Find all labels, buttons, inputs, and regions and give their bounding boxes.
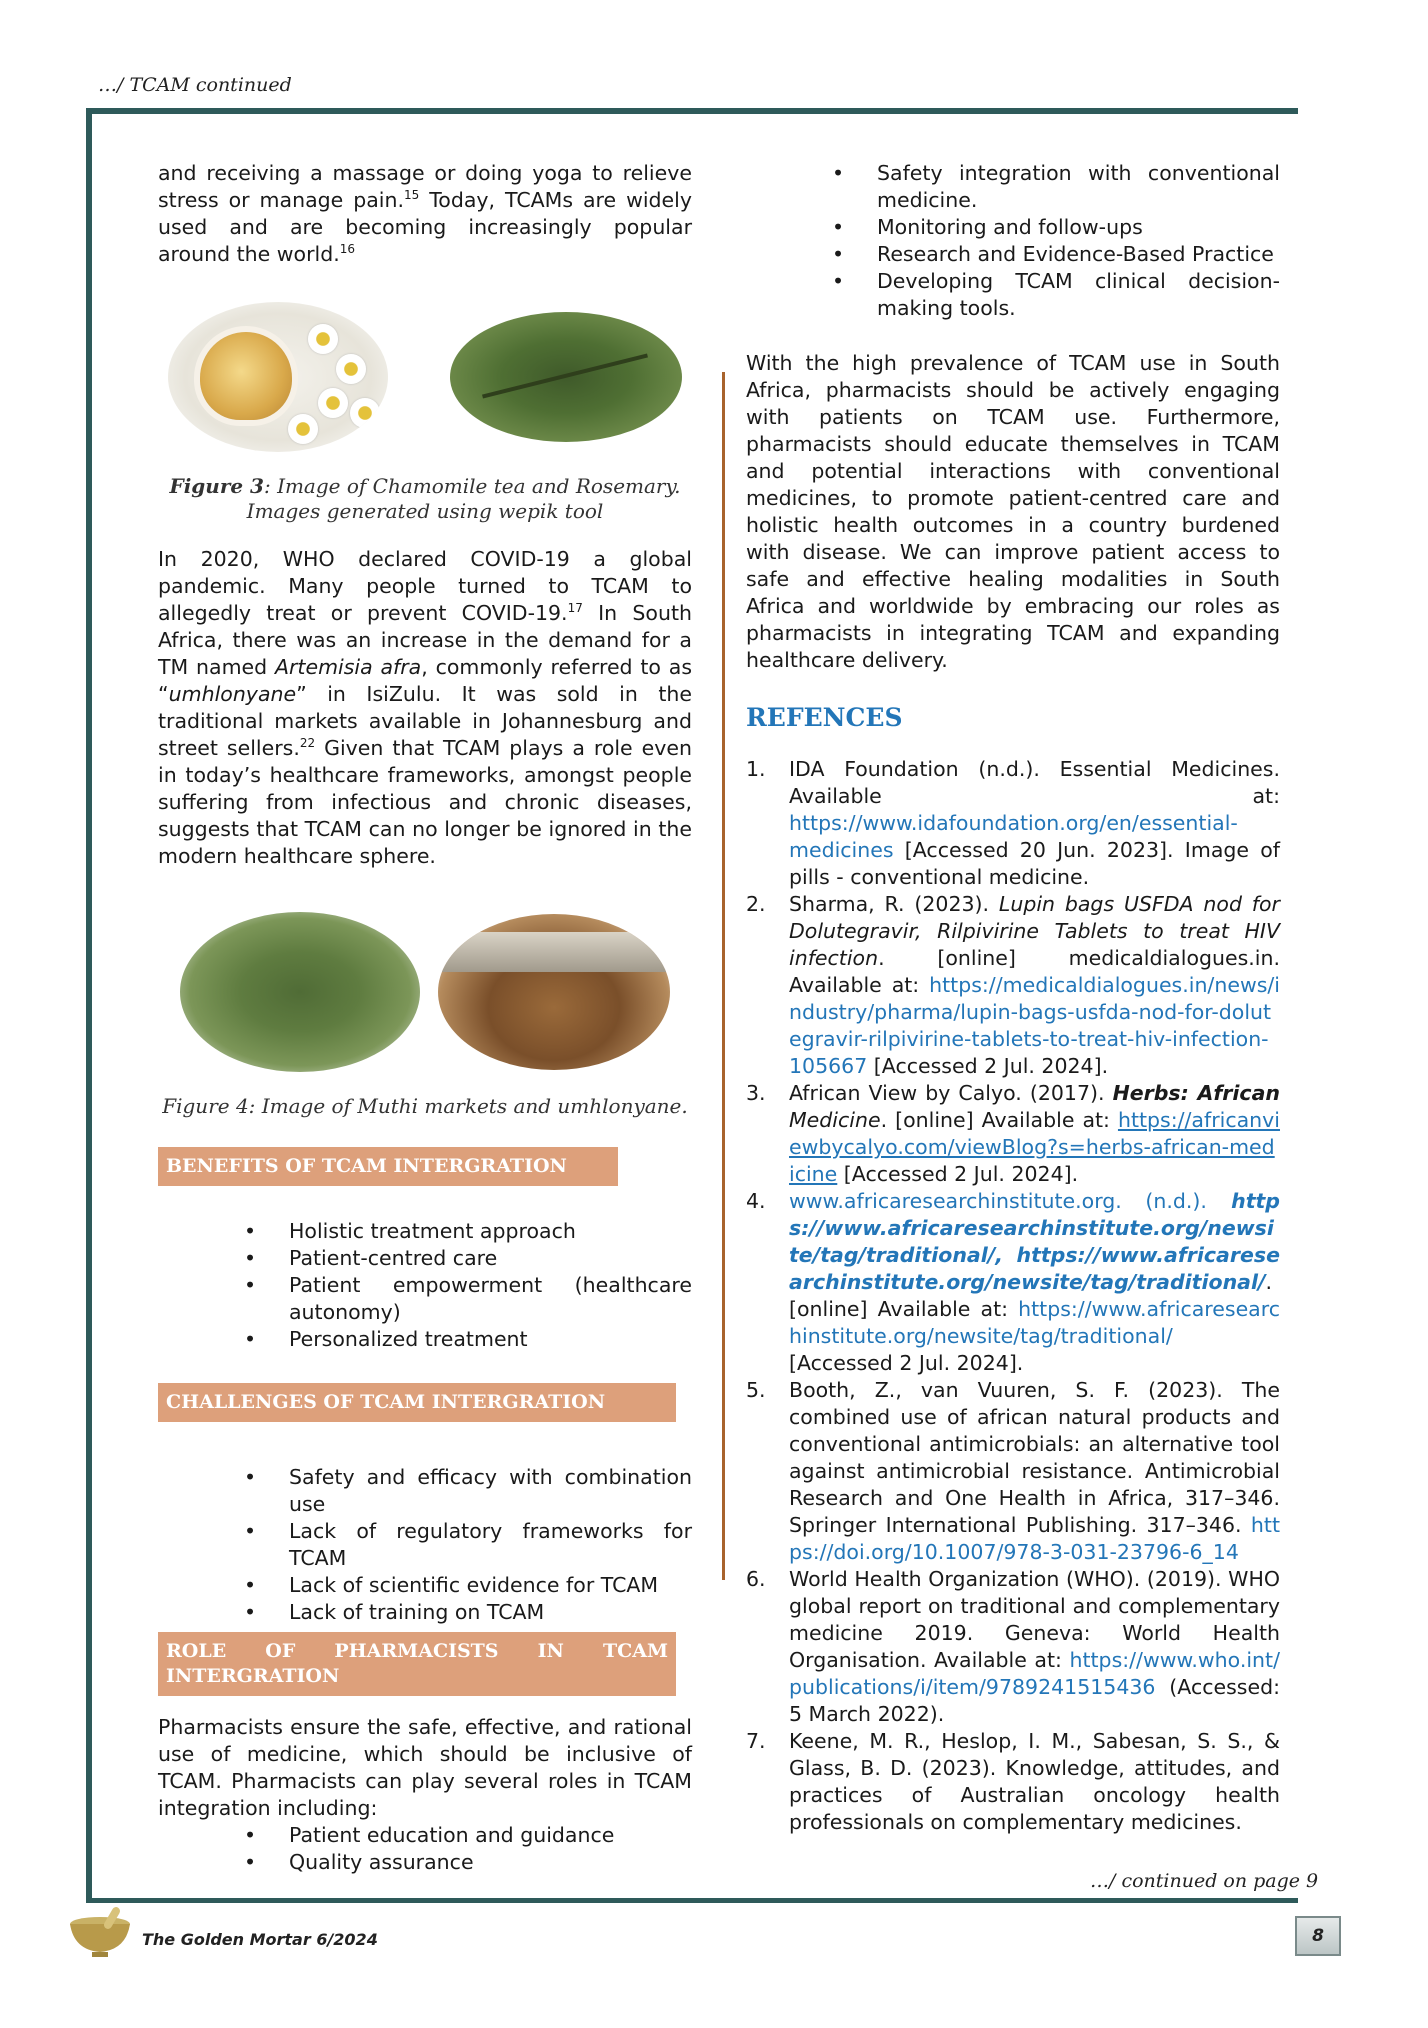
umhlonyane-image [180,912,420,1072]
list-item: • Lack of scientific evidence for TCAM [244,1572,692,1599]
reference-link[interactable]: https://www.africaresearchinstitute.org/newsite/tag/traditional/ [789,1297,1280,1348]
chamomile-tea-image [168,302,388,452]
references-list [746,756,1280,1836]
reference-item: 3. African View by Calyo. (2017). Herbs: African Medicine. [online] Available at: https://africanviewbycalyo.com/viewBlog?s=herbs-african-medicine [Accessed 2 Jul. 2024]. [746,1081,1280,1186]
benefits-heading: BENEFITS OF TCAM INTERGRATION [158,1147,618,1186]
left-rule [86,108,92,1902]
list-item: • Quality assurance [244,1849,692,1876]
column-divider [722,372,725,1580]
list-item: • Safety and efficacy with combination use [244,1464,692,1518]
conclusion-paragraph: With the high prevalence of TCAM use in South Africa, pharmacists should be actively engaging with patients on TCAM use. Furthermore, pharmacists should educate themselves in TCAM and potential interactions with conventional medicines, to promote patient-centred care and holistic health outcomes in a country burdened with disease. We can improve patient access to safe and effective healing modalities in South Africa and worldwide by embracing our roles as pharmacists in integrating TCAM and expanding healthcare delivery. [746,351,1280,672]
covid-paragraph: In 2020, WHO declared COVID-19 a global pandemic. Many people turned to TCAM to allegedly treat or prevent COVID-19.17 In South Africa, there was an increase in the demand for a TM named Artemisia afra, commonly referred to as “umhlonyane” in IsiZulu. It was sold in the traditional markets available in Johannesburg and street sellers.$^{22}$ Given that TCAM plays a role even in today’s healthcare frameworks, amongst people suffering from infectious and chronic diseases, suggests that TCAM can no longer be ignored in the modern healthcare sphere. [158,547,692,868]
reference-item: 5. Booth, Z., van Vuuren, S. F. (2023). The combined use of african natural products and conventional antimicrobials: an alternative tool against antimicrobial resistance. Antimicrobial Research and One Health in Africa, 317–346. Springer International Publishing. 317–346. https://doi.org/10.1007/978-3-031-23796-6_14 [746,1378,1280,1564]
list-item: • Holistic treatment approach [244,1218,692,1245]
references-title: REFENCES [746,703,903,732]
challenges-list [158,1464,692,1626]
figure3-images [168,302,682,452]
role-paragraph: Pharmacists ensure the safe, effective, and rational use of medicine, which should be inclusive of TCAM. Pharmacists can play several roles in TCAM integration including: [158,1715,692,1820]
list-item: • Research and Evidence-Based Practice [832,241,1280,268]
figure3-caption: Figure 3: Image of Chamomile tea and Rosemary. Images generated using wepik tool [169,474,681,523]
continued-note: …/ continued on page 9 [1090,1870,1319,1892]
reference-link[interactable]: https://doi.org/10.1007/978-3-031-23796-6_14 [789,1513,1280,1564]
role-list-continued [746,160,1280,322]
reference-link[interactable]: https://medicaldialogues.in/news/industry/pharma/lupin-bags-usfda-nod-for-dolutegravir-rilpivirine-tablets-to-treat-hiv-infection-105667 [789,973,1280,1078]
figure4-caption: Figure 4: Image of Muthi markets and umhlonyane. [162,1094,688,1118]
mortar-pestle-icon [64,1904,136,1960]
reference-item: 7. Keene, M. R., Heslop, I. M., Sabesan, S. S., & Glass, B. D. (2023). Knowledge, attitudes, and practices of Australian oncology health professionals on complementary medicines. [746,1729,1280,1834]
left-column [158,160,692,1876]
page-number: 8 [1295,1916,1341,1956]
reference-link[interactable]: https://www.idafoundation.org/en/essential-medicines [789,811,1238,862]
reference-link[interactable]: https://www.who.int/publications/i/item/9789241515436 [789,1648,1280,1699]
list-item: • Developing TCAM clinical decision-making tools. [832,268,1280,322]
intro-paragraph: and receiving a massage or doing yoga to relieve stress or manage pain.$^{15}$ Today, TCAMs are widely used and are becoming increasingly popular around the world.$^{16}$ [158,161,692,266]
reference-item: 4. www.africaresearchinstitute.org. (n.d.). https://www.africaresearchinstitute.org/newsite/tag/traditional/, https://www.africaresearchinstitute.org/newsite/tag/traditional/. [online] Available at: https://www.africaresearchinstitute.org/newsite/tag/traditional/ [Accessed 2 Jul. 2024]. [746,1189,1280,1375]
bottom-rule [86,1898,1298,1903]
list-item: • Lack of regulatory frameworks for TCAM [244,1518,692,1572]
rosemary-image [450,312,682,442]
list-item: • Safety integration with conventional medicine. [832,160,1280,214]
challenges-heading: CHALLENGES OF TCAM INTERGRATION [158,1383,676,1422]
muthi-market-image [438,914,670,1070]
top-rule [86,108,1298,114]
publication-title: The Golden Mortar 6/2024 [142,1930,378,1949]
role-heading: ROLE OF PHARMACISTS IN TCAM INTERGRATION [158,1632,676,1696]
list-item: • Patient-centred care [244,1245,692,1272]
reference-link[interactable]: www.africaresearchinstitute.org. (n.d.). [789,1189,1207,1213]
list-item: • Personalized treatment [244,1326,692,1353]
reference-item: 2. Sharma, R. (2023). Lupin bags USFDA nod for Dolutegravir, Rilpivirine Tablets to treat HIV infection. [online] medicaldialogues.in. Available at: https://medicaldialogues.in/news/industry/pharma/lupin-bags-usfda-nod-for-dolutegravir-rilpivirine-tablets-to-treat-hiv-infection-105667 [Accessed 2 Jul. 2024]. [746,892,1280,1078]
list-item: • Patient education and guidance [244,1822,692,1849]
list-item: • Monitoring and follow-ups [832,214,1280,241]
right-column [746,160,1280,1836]
reference-item: 1. IDA Foundation (n.d.). Essential Medicines. Available at: https://www.idafoundation.org/en/essential-medicines [Accessed 20 Jun. 2023]. Image of pills - conventional medicine. [746,757,1280,889]
running-head: …/ TCAM continued [98,74,292,96]
reference-link[interactable]: https://africanviewbycalyo.com/viewBlog?s=herbs-african-medicine [789,1108,1280,1186]
list-item: • Lack of training on TCAM [244,1599,692,1626]
benefits-list [158,1218,692,1353]
role-list [158,1822,692,1876]
reference-item: 6. World Health Organization (WHO). (2019). WHO global report on traditional and complementary medicine 2019. Geneva: World Health Organisation. Available at: https://www.who.int/publications/i/item/9789241515436 (Accessed: 5 March 2022). [746,1567,1280,1726]
list-item: • Patient empowerment (healthcare autonomy) [244,1272,692,1326]
figure4-images [180,912,670,1072]
